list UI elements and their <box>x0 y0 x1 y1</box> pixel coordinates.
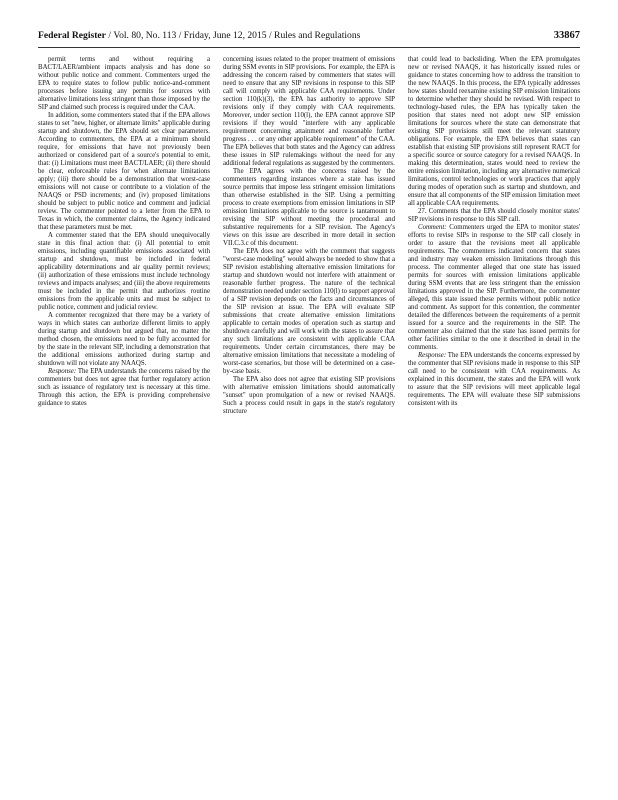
paragraph-text: The EPA agrees with the concerns raised by the commenters regarding instances where a state has issued source permits that impose less stringent emission limitations than otherwise established in the SIP. Using a permitting process to create exemptions from emission limitations in SIP emission limitations applicable to the source is tantamount to revising the SIP without meeting the procedural and substantive requirements for a SIP revision. The Agency's views on this issue are described in more detail in section VII.C.3.c of this document. <box>223 168 395 247</box>
column-middle <box>223 56 395 778</box>
paragraph-text: permit terms and without requiring a BACT/LAER/ambient impacts analysis and has done so without public notice and comment. Commenters urged the EPA to require states to follow public notice-and-comment processes before issuing any permits for sources with alternative limitations less stringent than those imposed by the SIP and claimed such process is required under the CAA. <box>38 56 210 111</box>
paragraph <box>223 248 395 376</box>
paragraph-lead: Response: <box>418 352 447 359</box>
body-columns <box>38 56 580 778</box>
header-separator: / <box>176 30 184 41</box>
column-right <box>408 56 580 778</box>
paragraph <box>408 352 580 408</box>
paragraph-text: The EPA also does not agree that existing SIP provisions with alternative emission limitations should automatically "sunset" upon promulgation of a new or revised NAAQS. Such a process could result in gaps in the state's regulatory structure <box>223 376 395 415</box>
paragraph-lead: Comment: <box>418 224 447 231</box>
paragraph <box>408 56 580 208</box>
volume-number: Vol. 80, No. 113 <box>113 30 177 41</box>
paragraph <box>38 56 210 112</box>
issue-date: Friday, June 12, 2015 <box>183 30 267 41</box>
paragraph-text: concerning issues related to the proper treatment of emissions during SSM events in SIP provisions. For example, the EPA is addressing the concern raised by commenters that states will need to ensure that any SIP revisions in response to this SIP call will comply with applicable CAA requirements. Under section 110(k)(3), the EPA has authority to approve SIP revisions only if they comply with CAA requirements. Moreover, under section 110(l), the EPA cannot approve SIP revisions if they would "interfere with any applicable requirement concerning attainment and reasonable further progress . . . or any other applicable requirement" of the CAA. The EPA believes that both states and the Agency can address these issues in SIP rulemakings without the need for any additional federal regulations as suggested by the commenters. <box>223 56 395 167</box>
paragraph <box>408 224 580 352</box>
header-separator: / <box>105 30 114 41</box>
header-rule <box>38 47 580 48</box>
paragraph <box>223 56 395 168</box>
paragraph <box>38 368 210 408</box>
paragraph <box>408 208 580 224</box>
paragraph-text: 27. Comments that the EPA should closely monitor states' SIP revisions in response to this SIP call. <box>408 208 580 223</box>
paragraph <box>38 312 210 368</box>
column-left <box>38 56 210 778</box>
paragraph-text: The EPA does not agree with the comment that suggests "worst-case modeling" would always be needed to show that a SIP revision establishing alternative emission limitations for startup and shutdown would not interfere with attainment or reasonable further progress. The nature of the technical demonstration needed under section 110(l) to support approval of a SIP revision depends on the facts and circumstances of the SIP revision at issue. The EPA will evaluate SIP submissions that create alternative emission limitations applicable to certain modes of operation such as startup and shutdown carefully and will work with the states to assure that any such limitations are consistent with applicable CAA requirements. Under certain circumstances, there may be alternative emission limitations that necessitate a modeling of worst-case scenarios, but those will be determined on a case-by-case basis. <box>223 248 395 375</box>
paragraph-text: A commenter stated that the EPA should unequivocally state in this final action that: (i) All potential to emit emissions, including quantifiable emissions associated with startup and shutdown, must be included in federal applicability determinations and air quality permit reviews; (ii) authorization of these emissions must include technology reviews and impacts analyses; and (iii) the above requirements must be included in the permit that authorizes routine emissions from the applicable units and must be subject to public notice, comment and judicial review. <box>38 232 210 311</box>
paragraph <box>38 232 210 312</box>
page-number: 33867 <box>553 30 580 41</box>
paragraph-text: that could lead to backsliding. When the EPA promulgates new or revised NAAQS, it has historically issued rules or guidance to states concerning how to address the transition to the new NAAQS. In this process, the EPA typically addresses how states should reexamine existing SIP emission limitations to determine whether they should be revised. With respect to technology-based rules, the EPA has typically taken the position that states need not adopt new SIP emission limitations for sources where the state can demonstrate that existing SIP provisions still meet the relevant statutory obligations. For example, the EPA believes that states can establish that existing SIP provisions still represent RACT for a specific source or source category for a revised NAAQS. In making this determination, states would need to review the entire emission limitation, including any alternative numerical limitations, control technologies or work practices that apply during modes of operation such as startup and shutdown, and ensure that all components of the SIP emission limitation meet all applicable CAA requirements. <box>408 56 580 207</box>
paragraph <box>223 168 395 248</box>
header-separator: / <box>266 30 275 41</box>
section-name: Rules and Regulations <box>274 30 361 41</box>
paragraph <box>223 376 395 416</box>
paragraph-text: A commenter recognized that there may be a variety of ways in which states can authorize different limits to apply during startup and shutdown but argued that, no matter the method chosen, the emissions need to be fully accounted for by the state in the relevant SIP, including a demonstration that the additional emissions authorized during startup and shutdown will not violate any NAAQS. <box>38 312 210 367</box>
page-header <box>38 30 580 46</box>
paragraph-text: The EPA understands the concerns raised by the commenters but does not agree that further regulatory action such as issuance of regulatory text is necessary at this time. Through this action, the EPA is providing comprehensive guidance to states <box>38 368 210 407</box>
paragraph-text: The EPA understands the concerns expressed by the commenter that SIP revisions made in response to this SIP call need to be consistent with CAA requirements. As explained in this document, the states and the EPA will work to assure that the SIP revisions will meet applicable legal requirements. The EPA will evaluate these SIP submissions consistent with its <box>408 352 580 407</box>
paragraph <box>38 112 210 232</box>
journal-name: Federal Register <box>38 30 106 41</box>
paragraph-text: In addition, some commenters stated that if the EPA allows states to set "new, higher, or alternate limits" applicable during startup and shutdown, the EPA should set clear parameters. According to commenters, the EPA at a minimum should require, for emissions that have not previously been authorized or considered part of a source's potential to emit, that: (i) Limitations must meet BACT/LAER; (ii) there should be clear, enforceable rules for when alternate limitations apply; (iii) there should be a demonstration that worst-case emissions will not cause or contribute to a violation of the NAAQS or PSD increments; and (iv) proposed limitations should be subject to public notice and comment and judicial review. The commenter pointed to a letter from the EPA to Texas in which, the commenter claims, the Agency indicated that these parameters must be met. <box>38 112 210 231</box>
paragraph-text: Commenters urged the EPA to monitor states' efforts to revise SIPs in response to the SIP call closely in order to assure that the revisions meet all applicable requirements. The commenters indicated concern that states and industry may weaken emission limitations through this process. The commenter alleged that one state has issued permits for sources with emission limitations applicable during SSM events that are less stringent than the emission limitations approved in the SIP. Furthermore, the commenter alleged, this state issued these permits without public notice and comment. As support for this contention, the commenter detailed the differences between the requirements of a permit issued for a source and the requirements in the SIP. The commenter also claimed that the state has issued permits for other facilities similar to the one it described in detail in the comments. <box>408 224 580 351</box>
paragraph-lead: Response: <box>48 368 77 375</box>
